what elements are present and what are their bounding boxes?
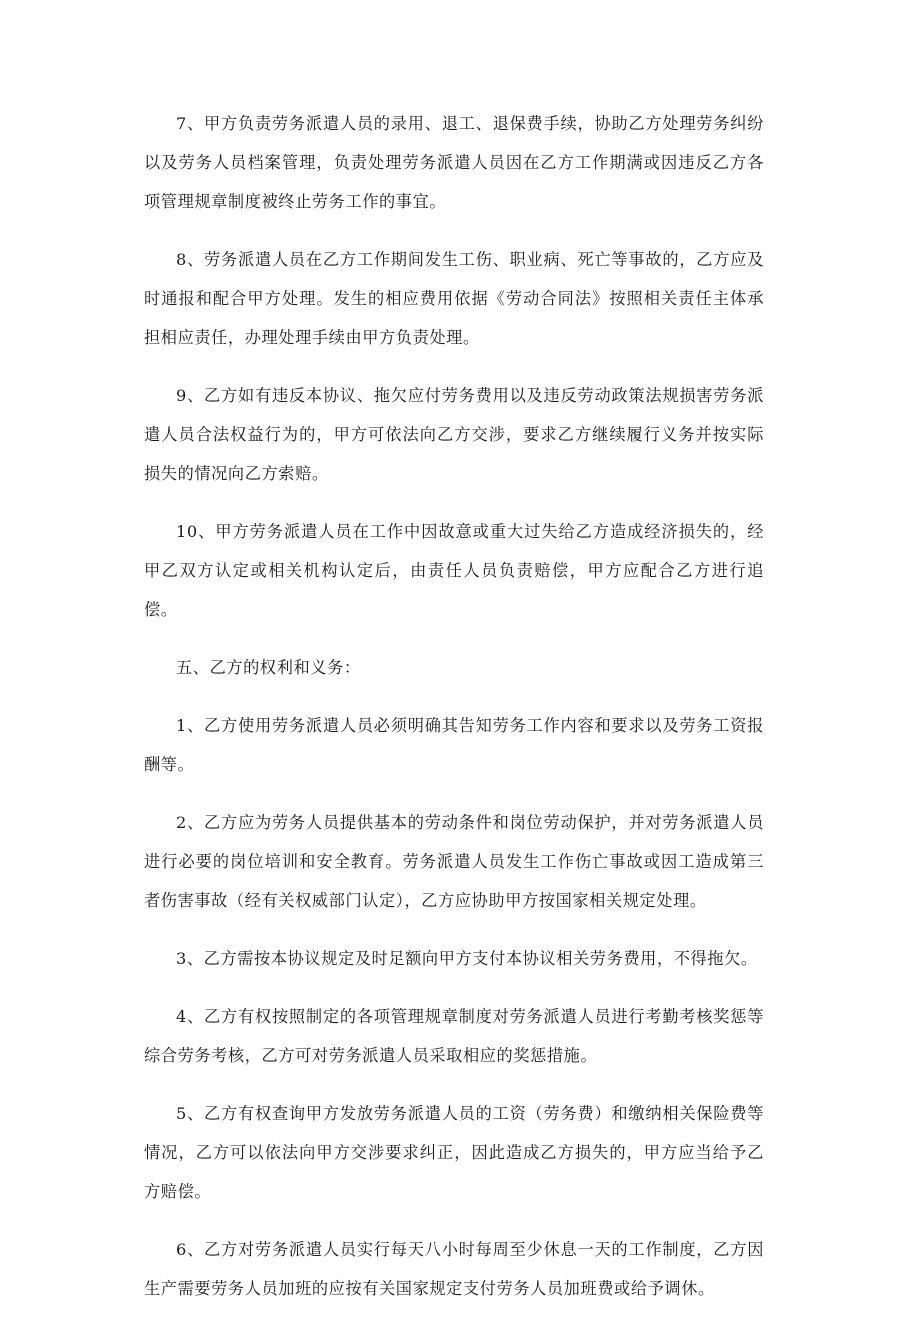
document-body — [144, 104, 764, 1327]
section-item-4: 4、乙方有权按照制定的各项管理规章制度对劳务派遣人员进行考勤考核奖惩等综合劳务考核，乙方可对劳务派遣人员采取相应的奖惩措施。 — [144, 1007, 764, 1065]
paragraph-item-9: 9、乙方如有违反本协议、拖欠应付劳务费用以及违反劳动政策法规损害劳务派遣人员合法权益行为的，甲方可依法向乙方交涉，要求乙方继续履行义务并按实际损失的情况向乙方索赔。 — [144, 386, 764, 483]
section-item-5: 5、乙方有权查询甲方发放劳务派遣人员的工资（劳务费）和缴纳相关保险费等情况，乙方可以依法向甲方交涉要求纠正，因此造成乙方损失的，甲方应当给予乙方赔偿。 — [144, 1104, 764, 1201]
section-item-1: 1、乙方使用劳务派遣人员必须明确其告知劳务工作内容和要求以及劳务工资报酬等。 — [144, 716, 764, 774]
section-item-2: 2、乙方应为劳务人员提供基本的劳动条件和岗位劳动保护，并对劳务派遣人员进行必要的岗位培训和安全教育。劳务派遣人员发生工作伤亡事故或因工造成第三者伤害事故（经有关权威部门认定），乙方应协助甲方按国家相关规定处理。 — [144, 813, 764, 910]
paragraph-item-7: 7、甲方负责劳务派遣人员的录用、退工、退保费手续，协助乙方处理劳务纠纷以及劳务人员档案管理，负责处理劳务派遣人员因在乙方工作期满或因违反乙方各项管理规章制度被终止劳务工作的事宜。 — [144, 114, 764, 211]
paragraph-item-10: 10、甲方劳务派遣人员在工作中因故意或重大过失给乙方造成经济损失的，经甲乙双方认定或相关机构认定后，由责任人员负责赔偿，甲方应配合乙方进行追偿。 — [144, 522, 764, 619]
section-heading: 五、乙方的权利和义务： — [176, 658, 361, 677]
section-item-6: 6、乙方对劳务派遣人员实行每天八小时每周至少休息一天的工作制度，乙方因生产需要劳务人员加班的应按有关国家规定支付劳务人员加班费或给予调休。 — [144, 1240, 764, 1298]
section-item-3: 3、乙方需按本协议规定及时足额向甲方支付本协议相关劳务费用，不得拖欠。 — [176, 949, 758, 968]
paragraph-item-8: 8、劳务派遣人员在乙方工作期间发生工伤、职业病、死亡等事故的，乙方应及时通报和配合甲方处理。发生的相应费用依据《劳动合同法》按照相关责任主体承担相应责任，办理处理手续由甲方负责处理。 — [144, 250, 764, 347]
